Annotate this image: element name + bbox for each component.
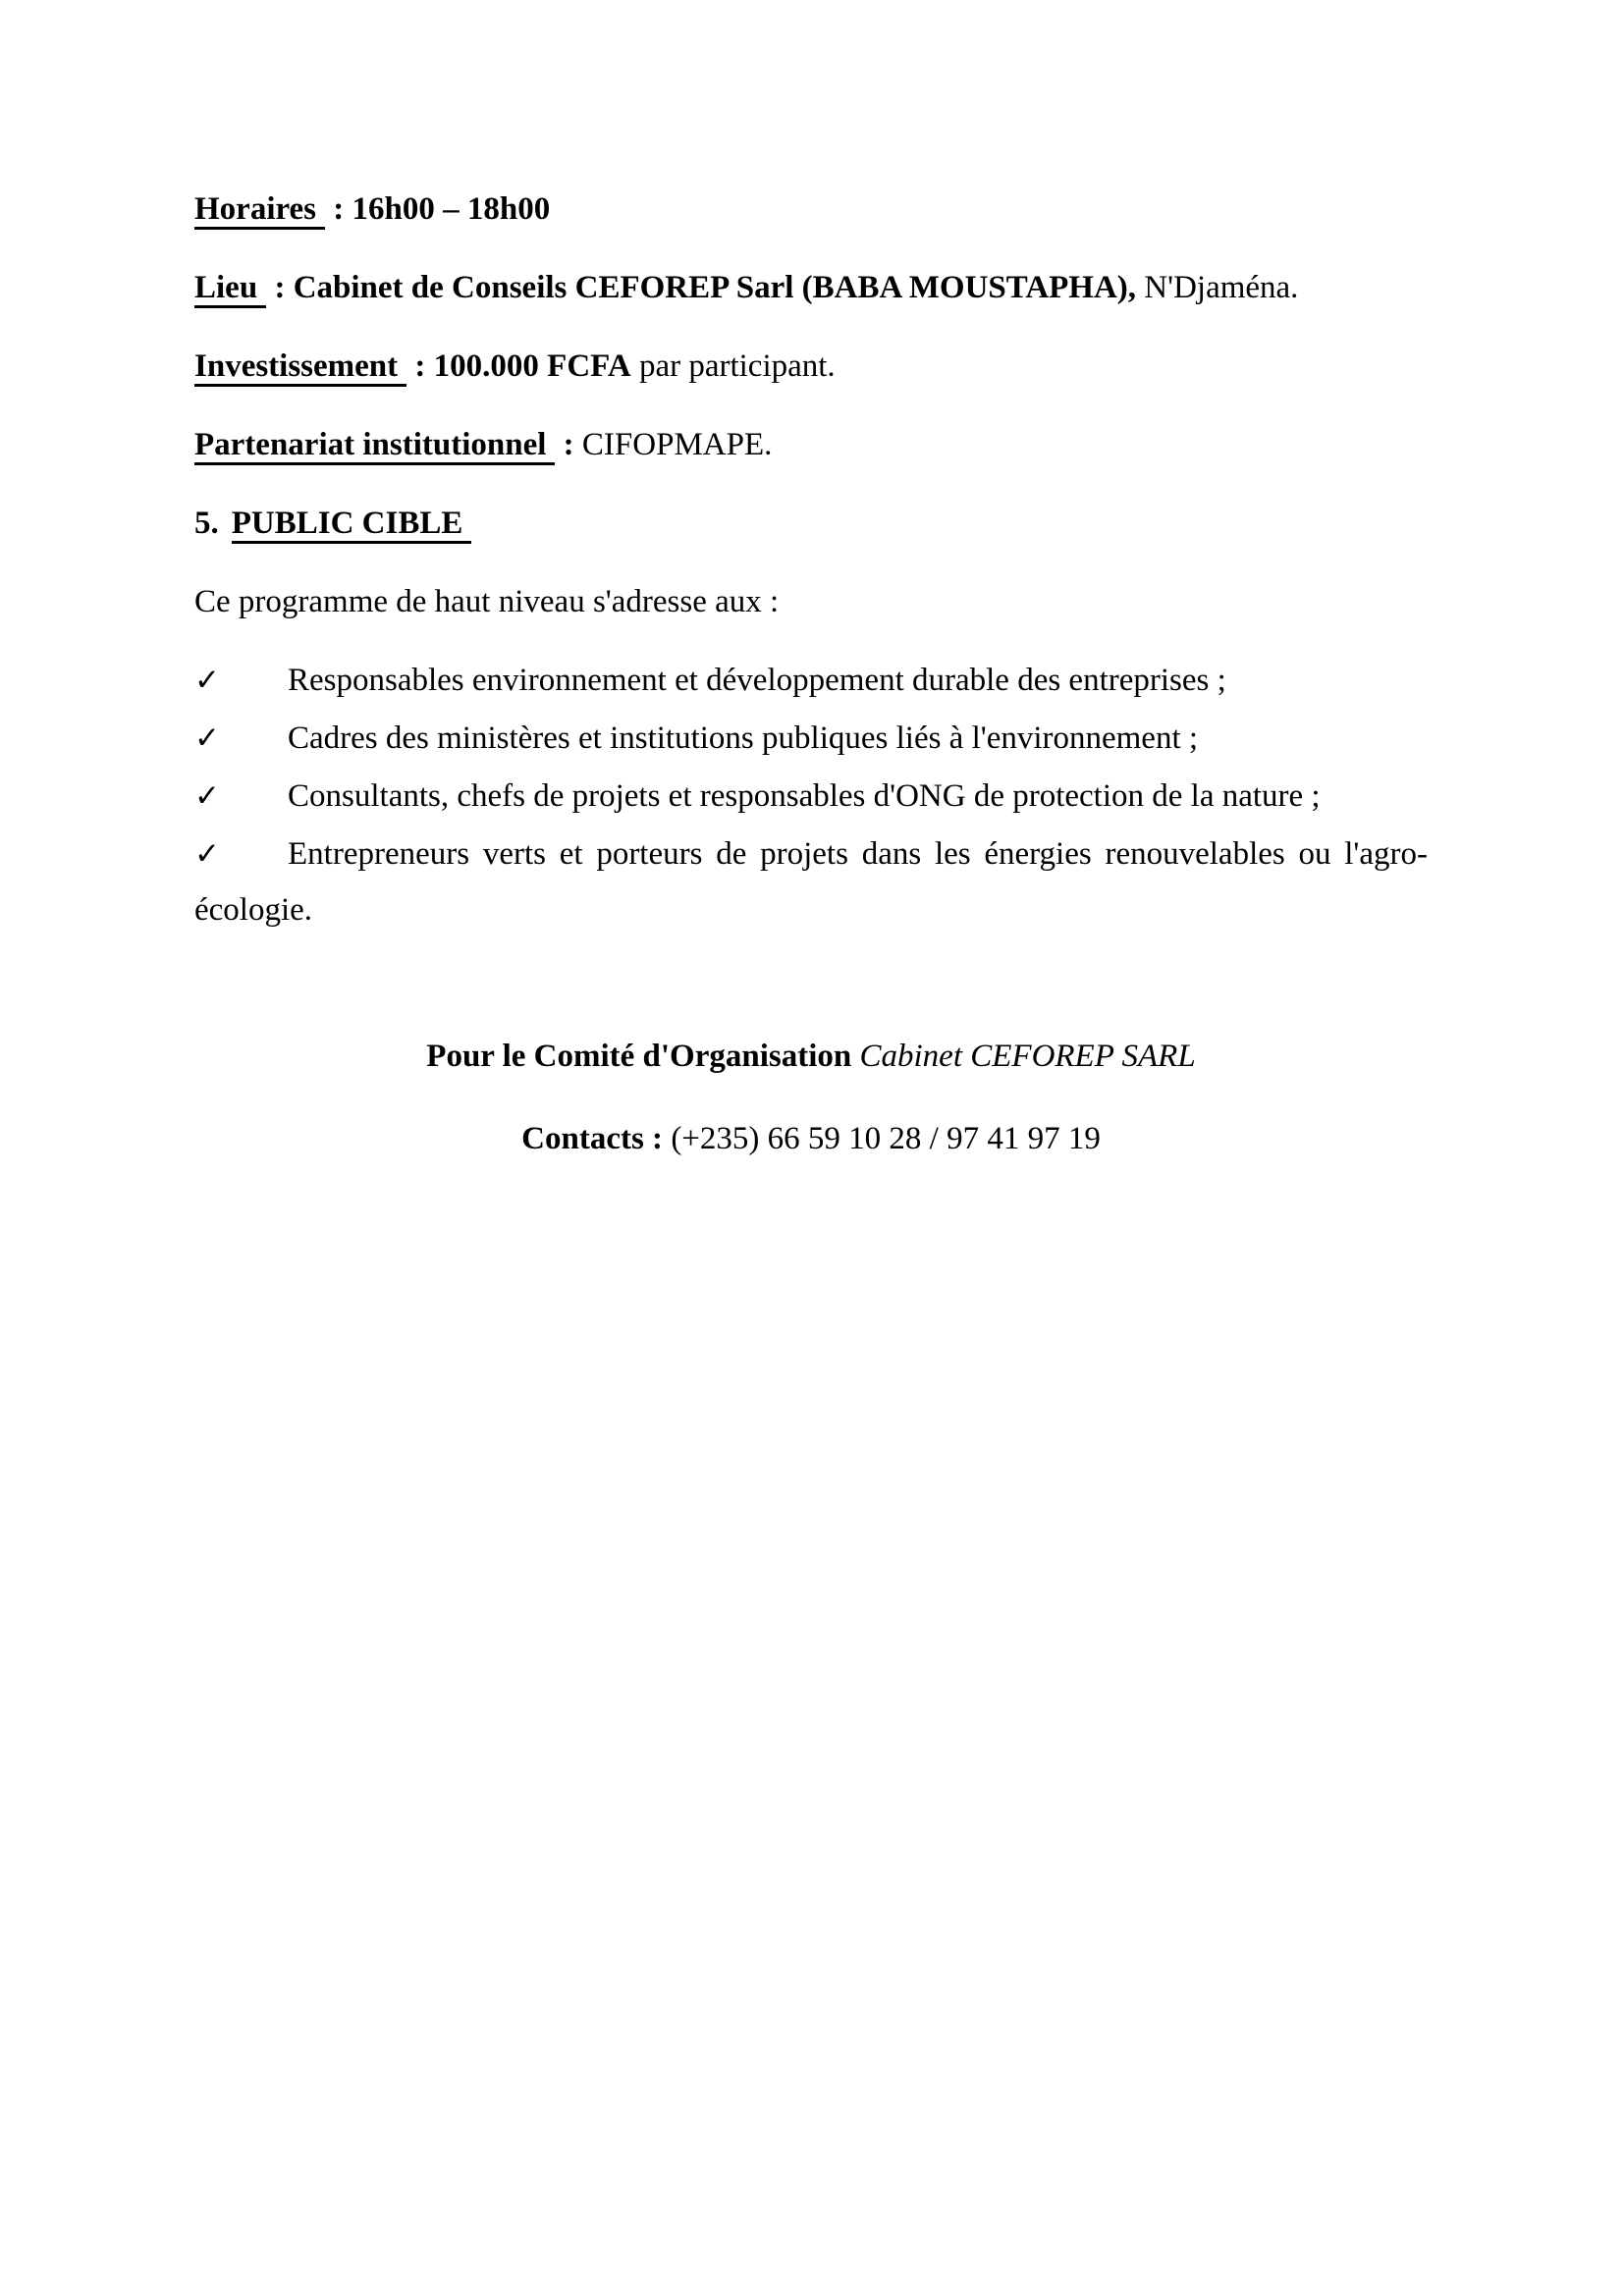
list-item-text: Entrepreneurs verts et porteurs de projets dans les énergies renouvelables ou l'agro-écologie. bbox=[194, 836, 1428, 928]
list-item-text: Responsables environnement et développement durable des entreprises ; bbox=[288, 663, 1226, 698]
info-separator: : bbox=[325, 191, 352, 227]
list-item bbox=[194, 769, 1428, 825]
list-item-text: Consultants, chefs de projets et responsables d'ONG de protection de la nature ; bbox=[288, 778, 1321, 814]
list-item-text: Cadres des ministères et institutions publiques liés à l'environnement ; bbox=[288, 721, 1199, 756]
section-heading bbox=[194, 496, 1428, 552]
signature-line bbox=[194, 1029, 1428, 1085]
intro-text: Ce programme de haut niveau s'adresse aux : bbox=[194, 584, 780, 619]
checkmark-icon: ✓ bbox=[194, 836, 220, 872]
signature-bold-text: Pour le Comité d'Organisation bbox=[426, 1039, 852, 1074]
info-line-lieu bbox=[194, 260, 1428, 316]
info-label-investissement: Investissement bbox=[194, 348, 406, 387]
checkmark-icon: ✓ bbox=[194, 721, 220, 756]
bullet-list bbox=[194, 653, 1428, 938]
contacts-value: (+235) 66 59 10 28 / 97 41 97 19 bbox=[663, 1121, 1101, 1156]
info-label-lieu: Lieu bbox=[194, 270, 266, 308]
contacts-line bbox=[194, 1111, 1428, 1167]
info-line-investissement bbox=[194, 339, 1428, 395]
contacts-label: Contacts : bbox=[521, 1121, 664, 1156]
info-value-bold: 100.000 FCFA bbox=[433, 348, 631, 384]
info-separator: : bbox=[406, 348, 434, 384]
list-item bbox=[194, 827, 1428, 938]
list-item bbox=[194, 711, 1428, 767]
info-value-regular: CIFOPMAPE. bbox=[581, 427, 773, 462]
info-label-partenariat: Partenariat institutionnel bbox=[194, 427, 555, 465]
info-value-regular: N'Djaména. bbox=[1136, 270, 1299, 305]
info-line-partenariat bbox=[194, 417, 1428, 473]
info-value-bold: Cabinet de Conseils CEFOREP Sarl (BABA MOUSTAPHA), bbox=[293, 270, 1137, 305]
checkmark-icon: ✓ bbox=[194, 663, 220, 698]
signature-italic-text: Cabinet CEFOREP SARL bbox=[851, 1039, 1196, 1074]
section-number: 5. bbox=[194, 506, 219, 541]
info-separator: : bbox=[266, 270, 294, 305]
info-value-regular: par participant. bbox=[630, 348, 836, 384]
section-title: PUBLIC CIBLE bbox=[232, 506, 472, 544]
intro-line bbox=[194, 574, 1428, 630]
list-item bbox=[194, 653, 1428, 709]
checkmark-icon: ✓ bbox=[194, 778, 220, 814]
info-label-horaires: Horaires bbox=[194, 191, 325, 230]
info-separator: : bbox=[555, 427, 582, 462]
info-value-bold: 16h00 – 18h00 bbox=[352, 191, 551, 227]
info-line-horaires bbox=[194, 182, 1428, 238]
